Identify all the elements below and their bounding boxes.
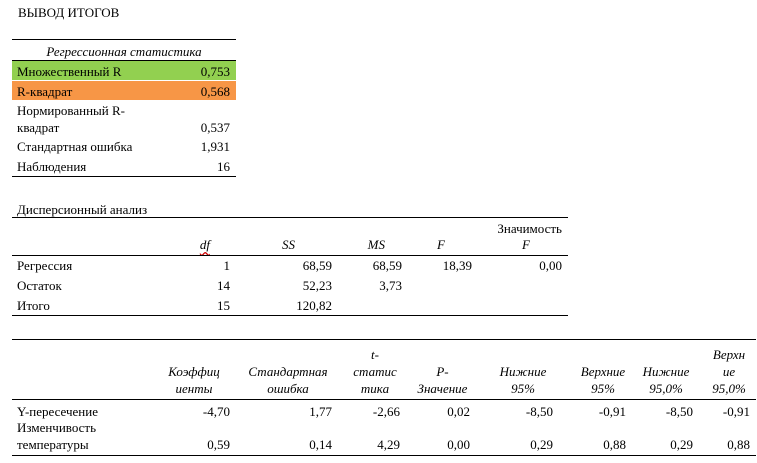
adjusted-r-value: 0,537 [200, 120, 230, 135]
coef-header-l3: тика [360, 381, 390, 396]
coef-cell: -8,50 [525, 404, 553, 419]
multiple-r-value: 0,753 [200, 64, 230, 79]
anova-header-ms: MS [367, 237, 385, 252]
anova-cell-ms: 68,59 [372, 258, 402, 273]
coef-header-l2: Коэффиц [168, 364, 220, 379]
coef-header-l3: 95% [591, 381, 615, 396]
anova-cell-ms: 3,73 [379, 278, 402, 293]
anova-row-label: Регрессия [17, 258, 73, 273]
coef-header-l2: Нижние [499, 364, 547, 379]
anova-header-ss: SS [282, 237, 295, 252]
anova-title: Дисперсионный анализ [17, 202, 148, 217]
std-error-value: 1,931 [200, 139, 230, 154]
table-rule [12, 217, 568, 218]
anova-cell-ss: 120,82 [296, 298, 332, 313]
coef-header-l3: ошибка [267, 381, 309, 396]
std-error-label: Стандартная ошибка [17, 139, 133, 154]
coef-cell: 0,00 [447, 437, 470, 452]
r-square-value: 0,568 [200, 84, 230, 99]
coef-cell: 1,77 [309, 404, 332, 419]
anova-cell-df: 1 [223, 258, 230, 273]
coef-header-l2: P- [436, 364, 449, 379]
anova-cell-sig: 0,00 [539, 258, 562, 273]
coef-header-l3: 95,0% [649, 381, 683, 396]
coef-row-label: Y-пересечение [17, 404, 98, 419]
anova-header-df: df [199, 237, 210, 252]
anova-row-label: Итого [17, 298, 50, 313]
anova-cell-ss: 68,59 [302, 258, 332, 273]
coef-header-l3: 95,0% [712, 381, 746, 396]
coef-header-l2: Нижние [642, 364, 690, 379]
multiple-r-label: Множественный R [17, 64, 122, 79]
coef-cell: 0,29 [670, 437, 693, 452]
table-rule [12, 339, 756, 340]
coef-cell: -0,91 [598, 404, 626, 419]
observations-value: 16 [217, 159, 230, 174]
regression-stats-header: Регрессионная статистика [46, 44, 202, 59]
observations-label: Наблюдения [17, 159, 87, 174]
anova-cell-ss: 52,23 [302, 278, 332, 293]
anova-row-label: Остаток [17, 278, 62, 293]
coef-header-l1: t- [371, 347, 379, 362]
coef-cell: -4,70 [202, 404, 230, 419]
report-title: ВЫВОД ИТОГОВ [18, 5, 120, 20]
coef-cell: -2,66 [372, 404, 400, 419]
coef-cell: -0,91 [722, 404, 750, 419]
table-rule [12, 455, 756, 456]
coef-header-l1: Верхн [712, 347, 746, 362]
coef-cell: 0,59 [207, 437, 230, 452]
coef-cell: 4,29 [377, 437, 400, 452]
table-rule [12, 399, 756, 400]
coef-header-l3: 95% [511, 381, 535, 396]
coef-cell: 0,14 [309, 437, 332, 452]
anova-cell-f: 18,39 [442, 258, 472, 273]
coef-header-l3: Значение [417, 381, 468, 396]
anova-header-sig-line1: Значимость [497, 221, 562, 236]
table-rule [12, 315, 568, 316]
adjusted-r-label-line2: квадрат [17, 120, 60, 135]
coef-header-l2: статис [353, 364, 397, 379]
coef-cell: 0,02 [447, 404, 470, 419]
coef-header-l2: ие [722, 364, 736, 379]
anova-header-f: F [437, 237, 445, 252]
coef-row-label-line1: Изменчивость [17, 420, 97, 435]
coef-cell: 0,29 [530, 437, 553, 452]
coef-cell: 0,88 [727, 437, 750, 452]
coef-header-l3: иенты [175, 381, 213, 396]
table-rule [12, 39, 236, 40]
anova-header-sig-line2: F [522, 237, 530, 252]
coef-header-l2: Стандартная [248, 364, 328, 379]
table-rule [12, 255, 568, 256]
coef-cell: -8,50 [665, 404, 693, 419]
coef-row-label-line2: температуры [17, 437, 89, 452]
coef-header-l2: Верхние [580, 364, 626, 379]
table-rule [12, 176, 236, 177]
adjusted-r-label-line1: Нормированный R- [17, 103, 125, 118]
anova-cell-df: 14 [217, 278, 230, 293]
r-square-label: R-квадрат [17, 84, 73, 99]
anova-cell-df: 15 [217, 298, 230, 313]
coef-cell: 0,88 [603, 437, 626, 452]
